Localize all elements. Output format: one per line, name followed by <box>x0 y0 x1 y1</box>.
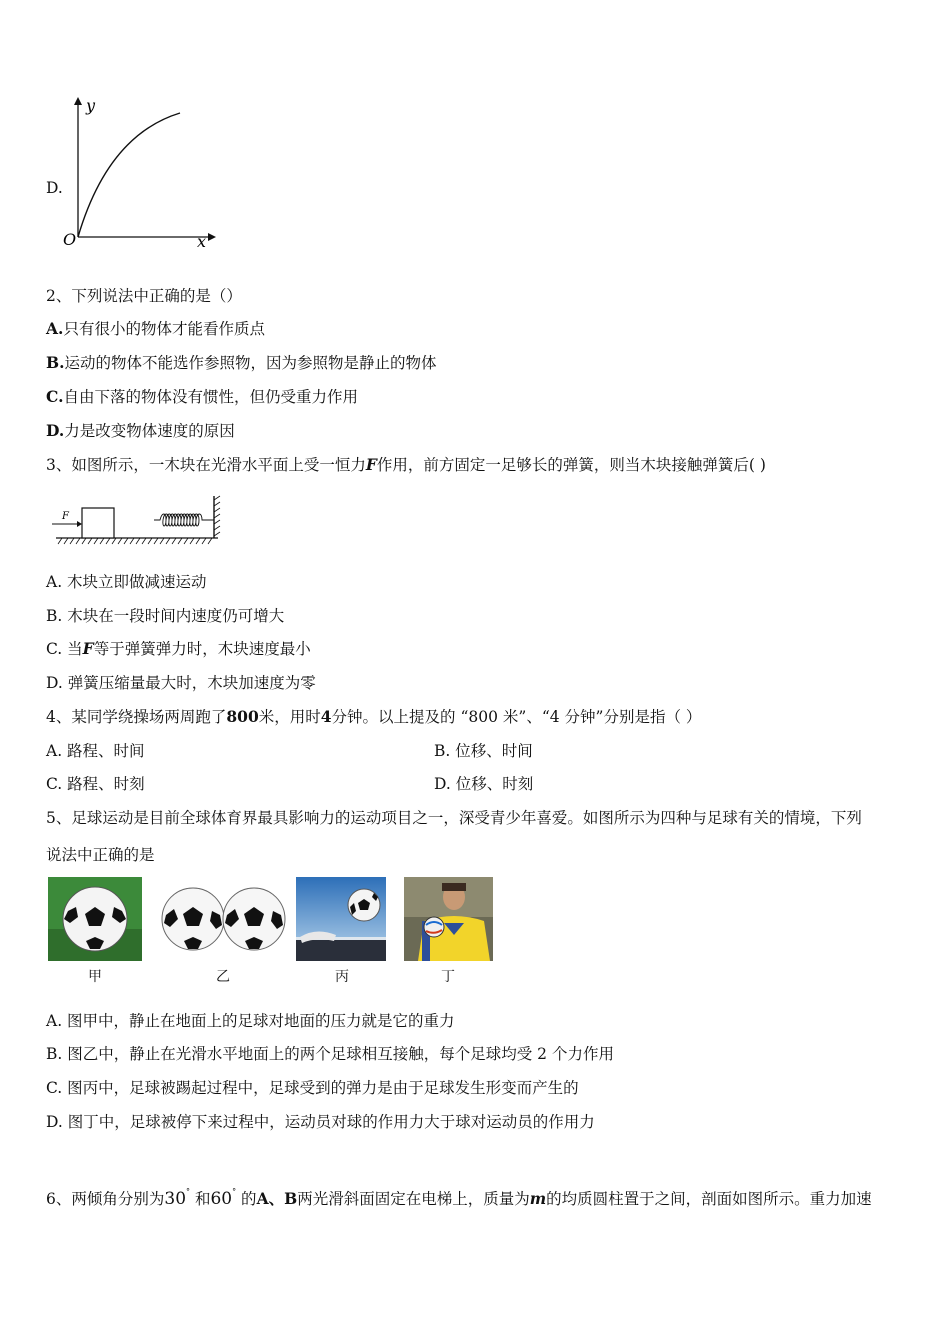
q3-option-a: A. 木块立即做减速运动 <box>46 573 207 591</box>
q2-option-c: C.自由下落的物体没有惯性，但仍受重力作用 <box>46 387 358 406</box>
q4-stem: 4、某同学绕操场两周跑了800米，用时4分钟。以上提及的 “800 米”、“4 分钟”分别是指（ ） <box>46 707 702 726</box>
figure-label-jia: 甲 <box>88 969 102 985</box>
x-axis-label: x <box>197 232 207 251</box>
figure-label-yi: 乙 <box>216 969 230 985</box>
q5-option-c: C. 图丙中，足球被踢起过程中，足球受到的弹力是由于足球发生形变而产生的 <box>46 1079 579 1097</box>
q3-option-b: B. 木块在一段时间内速度仍可增大 <box>46 607 285 625</box>
q3-option-d: D. 弹簧压缩量最大时，木块加速度为零 <box>46 674 316 692</box>
q3-stem: 3、如图所示，一木块在光滑水平面上受一恒力F作用，前方固定一足够长的弹簧，则当木块接触弹簧后( ) <box>46 455 766 474</box>
q2-option-a: A.只有很小的物体才能看作质点 <box>46 319 265 338</box>
figure-label-bing: 丙 <box>335 969 349 985</box>
q6-stem: 6、两倾角分别为30° 和60° 的A、B两光滑斜面固定在电梯上，质量为m的均质圆柱置于之间，剖面如图所示。重力加速 <box>46 1187 872 1209</box>
y-axis-label: y <box>86 96 96 115</box>
q3-option-c: C. 当F等于弹簧弹力时，木块速度最小 <box>46 639 311 658</box>
q2-option-d: D.力是改变物体速度的原因 <box>46 421 235 440</box>
q2-option-b: B.运动的物体不能选作参照物，因为参照物是静止的物体 <box>46 353 437 372</box>
q5-option-b: B. 图乙中，静止在光滑水平地面上的两个足球相互接触，每个足球均受 2 个力作用 <box>46 1045 614 1063</box>
photo-jia <box>48 877 142 961</box>
photo-bing <box>296 877 386 961</box>
photo-ding <box>404 877 493 961</box>
q4-option-d: D. 位移、时刻 <box>434 775 534 793</box>
option-d-label: D. <box>46 179 63 197</box>
origin-label: O <box>63 230 77 249</box>
q4-option-c: C. 路程、时刻 <box>46 775 145 793</box>
q5-stem-line2: 说法中正确的是 <box>46 846 155 864</box>
force-label: F <box>62 511 69 522</box>
q5-option-a: A. 图甲中，静止在地面上的足球对地面的压力就是它的重力 <box>46 1012 455 1030</box>
photo-yi <box>160 877 286 961</box>
figure-label-ding: 丁 <box>441 969 455 985</box>
q4-option-a: A. 路程、时间 <box>46 742 145 760</box>
q3-figure <box>50 492 230 552</box>
spring-icon <box>154 514 214 526</box>
q5-stem-line1: 5、足球运动是目前全球体育界最具影响力的运动项目之一，深受青少年喜爱。如图所示为四种与足球有关的情境，下列 <box>46 809 862 827</box>
graph-d <box>60 95 220 255</box>
q2-stem: 2、下列说法中正确的是（） <box>46 287 242 305</box>
q5-option-d: D. 图丁中，足球被停下来过程中，运动员对球的作用力大于球对运动员的作用力 <box>46 1113 595 1131</box>
q4-option-b: B. 位移、时间 <box>434 742 533 760</box>
